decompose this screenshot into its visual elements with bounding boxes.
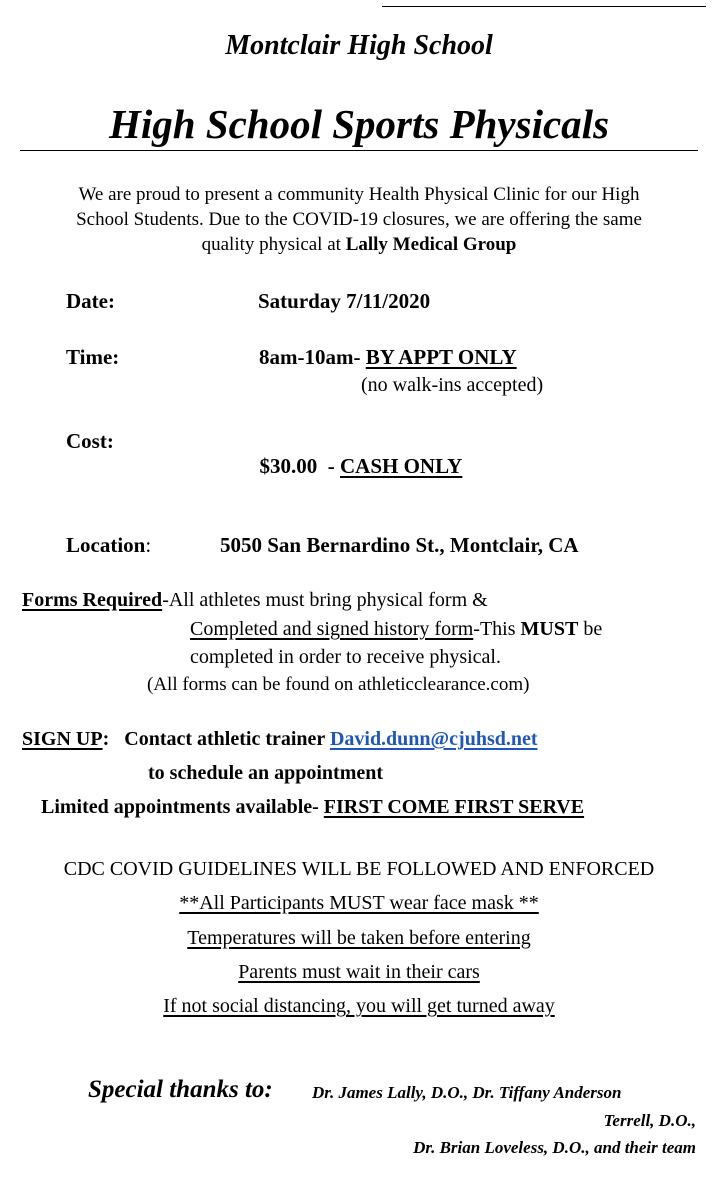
covid-rule: Temperatures will be taken before entering [187,927,531,949]
date-label: Date: [66,289,115,313]
covid-heading: CDC COVID GUIDELINES WILL BE FOLLOWED AND ENFORCED [63,858,655,880]
top-rule [382,6,706,7]
signup-line-2: to schedule an appointment [148,762,384,784]
forms-line-3: completed in order to receive physical. [190,646,501,668]
cost-value [249,429,462,479]
appointment-only: BY APPT ONLY [365,345,517,369]
location-colon: : [145,533,152,557]
signup-contact: Contact athletic trainer [124,728,325,750]
signup-line-1 [22,728,538,751]
covid-rule: Parents must wait in their cars [238,961,480,983]
signup-label: SIGN UP [22,728,103,750]
cost-amount: $30.00 - [259,454,335,478]
forms-must: MUST [520,618,579,640]
forms-required-label: Forms Required [22,589,163,611]
forms-line-4: (All forms can be found on athleticclearance.com) [147,674,530,695]
school-name: Montclair High School [225,30,493,61]
title-rule [20,150,698,151]
page-title: High School Sports Physicals [108,101,610,147]
forms-line-2-end: be [583,618,603,640]
limited-appointments: Limited appointments available- [41,796,319,818]
forms-line-2-mid: -This [473,618,516,640]
cost-label: Cost: [66,429,114,453]
forms-line-1 [22,589,488,612]
history-form-text: Completed and signed history form [190,618,474,640]
special-thanks-label: Special thanks to: [88,1076,273,1103]
intro-line-1: We are proud to present a community Health Physical Clinic for our High [78,184,640,205]
intro-line-3-prefix: quality physical at [201,234,341,255]
forms-line-1-rest: -All athletes must bring physical form & [162,589,488,611]
intro-line-2: School Students. Due to the COVID-19 closures, we are offering the same [76,209,642,230]
thanks-line-3: Dr. Brian Loveless, D.O., and their team [413,1138,696,1157]
trainer-email-link[interactable]: David.dunn@cjuhsd.net [329,728,538,750]
date-value: Saturday 7/11/2020 [258,289,431,313]
forms-line-2 [190,618,602,641]
signup-colon: : [102,728,110,750]
location-value: 5050 San Bernardino St., Montclair, CA [220,533,579,557]
signup-line-3 [41,796,584,819]
covid-rule: **All Participants MUST wear face mask ** [179,892,539,914]
intro-line-3 [0,234,718,256]
thanks-line-2: Terrell, D.O., [603,1111,696,1130]
covid-rule: If not social distancing, you will get turned away [163,995,555,1017]
location-label [66,533,151,558]
time-note: (no walk-ins accepted) [361,374,544,396]
time-range: 8am-10am- [259,345,361,369]
location-label-text: Location [66,533,146,557]
time-label: Time: [66,345,120,369]
cash-only: CASH ONLY [340,454,463,478]
time-value [259,345,517,370]
first-come-first-serve: FIRST COME FIRST SERVE [323,796,585,818]
thanks-line-1: Dr. James Lally, D.O., Dr. Tiffany Anderson [312,1083,622,1102]
clinic-name: Lally Medical Group [345,234,517,255]
